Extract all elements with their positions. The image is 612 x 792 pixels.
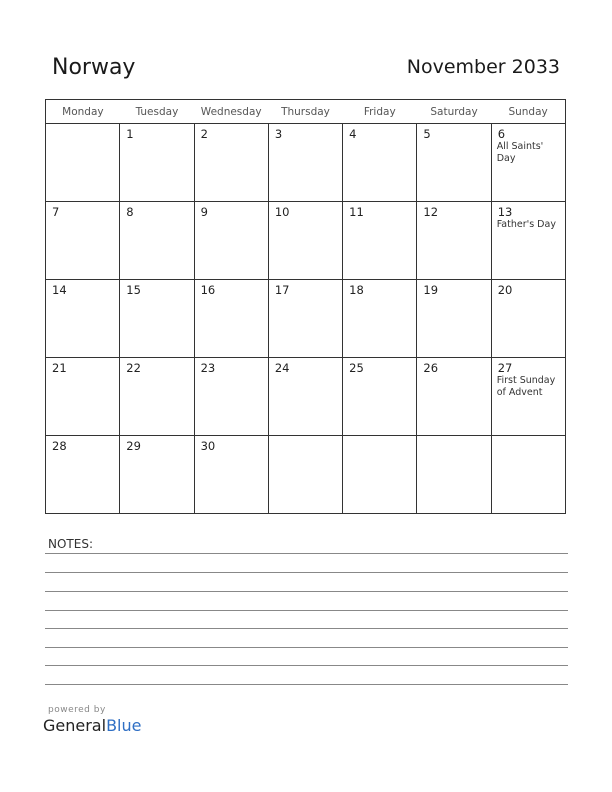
day-cell — [343, 436, 417, 514]
day-cell — [46, 124, 120, 202]
day-cell — [120, 280, 194, 358]
day-number: 4 — [349, 127, 357, 141]
day-number: 25 — [349, 361, 364, 375]
day-number: 9 — [200, 205, 208, 219]
day-number: 8 — [126, 205, 134, 219]
weekday-wednesday: Wednesday — [194, 100, 268, 124]
day-cell — [417, 436, 491, 514]
week-row — [46, 124, 566, 202]
day-cell — [194, 124, 268, 202]
weekday-thursday: Thursday — [268, 100, 342, 124]
day-cell — [46, 436, 120, 514]
note-line — [45, 647, 568, 648]
day-cell — [194, 436, 268, 514]
day-number: 28 — [52, 439, 67, 453]
day-number: 29 — [126, 439, 141, 453]
day-number: 11 — [349, 205, 364, 219]
week-row — [46, 202, 566, 280]
brand-logo — [43, 716, 141, 735]
powered-by-text: powered by — [48, 705, 106, 715]
day-cell — [120, 358, 194, 436]
day-number: 26 — [423, 361, 439, 375]
day-cell — [343, 202, 417, 280]
day-cell — [120, 202, 194, 280]
day-cell — [491, 358, 565, 436]
day-cell — [120, 436, 194, 514]
day-cell — [120, 124, 194, 202]
day-cell — [491, 436, 565, 514]
day-cell — [268, 202, 342, 280]
month-title: November 2033 — [406, 56, 560, 78]
day-number: 13 — [497, 205, 513, 219]
day-number: 22 — [126, 361, 141, 375]
day-cell — [194, 202, 268, 280]
day-number: 7 — [52, 205, 60, 219]
day-cell — [417, 358, 491, 436]
day-number: 23 — [200, 361, 216, 375]
day-number: 12 — [423, 205, 439, 219]
week-row — [46, 358, 566, 436]
day-number: 20 — [497, 283, 513, 297]
day-cell — [417, 202, 491, 280]
day-cell — [268, 124, 342, 202]
weekday-friday: Friday — [343, 100, 417, 124]
day-number: 17 — [274, 283, 290, 297]
day-cell — [46, 202, 120, 280]
note-line — [45, 610, 568, 611]
day-cell — [491, 124, 565, 202]
brand-name-blue: Blue — [106, 716, 142, 735]
day-number: 30 — [200, 439, 216, 453]
weekday-monday: Monday — [46, 100, 120, 124]
weekday-tuesday: Tuesday — [120, 100, 194, 124]
note-line — [45, 628, 568, 629]
note-line — [45, 591, 568, 592]
day-cell — [268, 436, 342, 514]
day-cell — [417, 124, 491, 202]
day-number: 19 — [423, 283, 439, 297]
day-cell — [491, 202, 565, 280]
day-number: 3 — [274, 127, 283, 141]
holiday-label: All Saints' Day — [496, 141, 544, 164]
day-number: 1 — [126, 127, 134, 141]
day-cell — [46, 358, 120, 436]
weekday-saturday: Saturday — [417, 100, 491, 124]
note-line — [45, 553, 568, 554]
note-line — [45, 572, 568, 573]
day-cell — [491, 280, 565, 358]
day-number: 16 — [200, 283, 216, 297]
day-cell — [417, 280, 491, 358]
week-row — [46, 280, 566, 358]
day-cell — [343, 124, 417, 202]
day-cell — [343, 280, 417, 358]
day-cell — [46, 280, 120, 358]
note-line — [45, 684, 568, 685]
weekday-sunday: Sunday — [491, 100, 565, 124]
notes-label: NOTES: — [48, 537, 93, 551]
day-number: 2 — [200, 127, 208, 141]
calendar-grid — [45, 99, 566, 514]
week-row — [46, 436, 566, 514]
day-number: 21 — [52, 361, 67, 375]
day-number: 14 — [52, 283, 67, 297]
brand-name-general: General — [43, 716, 107, 735]
day-cell — [343, 358, 417, 436]
day-cell — [194, 358, 268, 436]
note-line — [45, 665, 568, 666]
day-number: 18 — [349, 283, 364, 297]
holiday-label: First Sunday of Advent — [496, 375, 556, 398]
day-cell — [268, 358, 342, 436]
weekday-header-row — [46, 100, 566, 124]
day-number: 27 — [497, 361, 513, 375]
day-number: 10 — [274, 205, 290, 219]
day-number: 5 — [423, 127, 431, 141]
country-title: Norway — [52, 55, 136, 80]
day-number: 6 — [497, 127, 506, 141]
day-cell — [194, 280, 268, 358]
holiday-label: Father's Day — [496, 219, 556, 230]
day-cell — [268, 280, 342, 358]
day-number: 15 — [126, 283, 141, 297]
day-number: 24 — [274, 361, 290, 375]
